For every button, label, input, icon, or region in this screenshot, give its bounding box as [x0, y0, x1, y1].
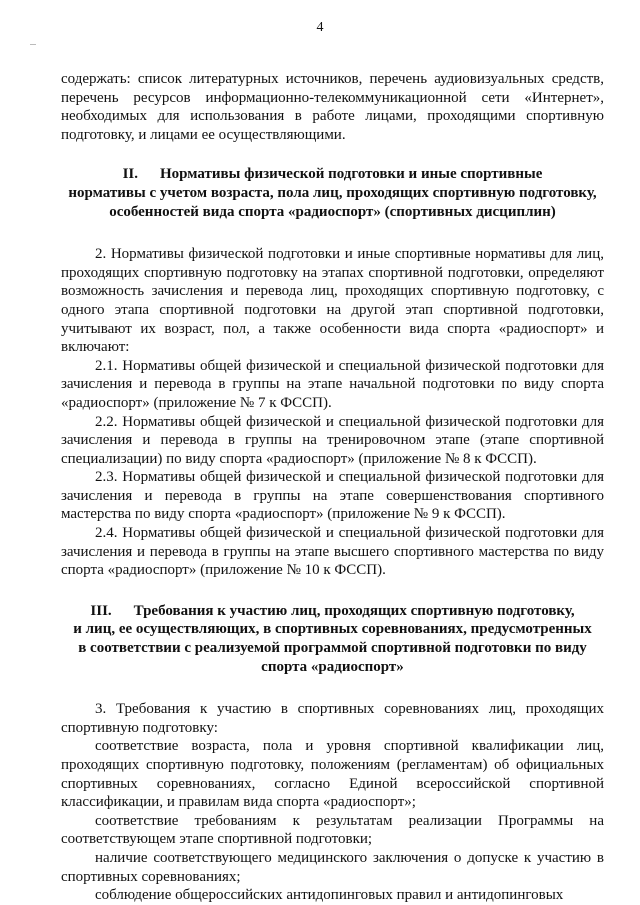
requirement-item-2: соответствие требованиям к результатам реализации Программы на соответствующем этапе спортивной подготовки; — [61, 812, 604, 848]
section-3-title-line-4: спорта «радиоспорт» — [261, 658, 404, 675]
scan-artifact-mark — [30, 44, 36, 45]
intro-continuation-paragraph: содержать: список литературных источников, перечень аудиовизуальных средств, перечень ресурсов информационно-телекоммуникационной сети «Интернет», необходимых для использования в работе лицами, проходящими спортивную подготовку, и лицами ее осуществляющими. — [61, 71, 604, 143]
section-3-number: III. — [90, 602, 112, 619]
requirement-item-3: наличие соответствующего медицинского заключения о допуске к участию в спортивных соревнованиях; — [61, 849, 604, 885]
paragraph-2-1: 2.1. Нормативы общей физической и специальной физической подготовки для зачисления и перевода в группы на этапе начальной подготовки по виду спорта «радиоспорт» (приложение № 7 к ФССП). — [61, 357, 604, 411]
paragraph-3: 3. Требования к участию в спортивных соревнованиях лиц, проходящих спортивную подготовку: — [61, 701, 604, 736]
section-3-heading-line-1 — [61, 602, 604, 621]
section-2-title-line-1: Нормативы физической подготовки и иные спортивные — [160, 166, 543, 183]
section-2-title-line-2: нормативы с учетом возраста, пола лиц, проходящих спортивную подготовку, — [68, 184, 597, 201]
section-3-heading — [61, 602, 604, 676]
paragraph-2: 2. Нормативы физической подготовки и иные спортивные нормативы для лиц, проходящих спортивную подготовку на этапах спортивной подготовки, определяют возможность зачисления и перевода лиц, проходящих спортивную подготовку, с одного этапа спортивной подготовки на другой этап спортивной подготовки, учитывают их возраст, пол, а также особенности вида спорта «радиоспорт» и включают: — [61, 246, 604, 356]
paragraph-2-2: 2.2. Нормативы общей физической и специальной физической подготовки для зачисления и перевода в группы на тренировочном этапе (этапе спортивной специализации) по виду спорта «радиоспорт» (приложение № 8 к ФССП). — [61, 413, 604, 467]
section-3-title-line-3: в соответствии с реализуемой программой спортивной подготовки по виду — [78, 640, 587, 657]
page-number: 4 — [316, 20, 324, 35]
paragraph-2-3: 2.3. Нормативы общей физической и специальной физической подготовки для зачисления и перевода в группы на этапе совершенствования спортивного мастерства по виду спорта «радиоспорт» (приложение № 9 к ФССП). — [61, 469, 604, 523]
section-2-number: II. — [122, 166, 139, 183]
section-2-heading — [61, 165, 604, 221]
section-2-title-line-3: особенностей вида спорта «радиоспорт» (спортивных дисциплин) — [109, 203, 556, 220]
section-3-title-line-1: Требования к участию лиц, проходящих спортивную подготовку, — [133, 602, 575, 619]
section-3-title-line-2: и лиц, ее осуществляющих, в спортивных соревнованиях, предусмотренных — [73, 621, 592, 638]
requirement-item-4: соблюдение общероссийских антидопинговых правил и антидопинговых — [95, 887, 564, 904]
requirement-item-1: соответствие возраста, пола и уровня спортивной квалификации лиц, проходящих спортивную подготовку, положениям (регламентам) об официальных спортивных соревнованиях, согласно Единой всероссийской спортивной классификации, и правилам вида спорта «радиоспорт»; — [61, 738, 604, 811]
section-2-heading-line-1 — [61, 165, 604, 184]
paragraph-2-4: 2.4. Нормативы общей физической и специальной физической подготовки для зачисления и перевода в группы на этапе высшего спортивного мастерства по виду спорта «радиоспорт» (приложение № 10 к ФССП). — [61, 525, 604, 579]
document-body — [61, 70, 604, 905]
